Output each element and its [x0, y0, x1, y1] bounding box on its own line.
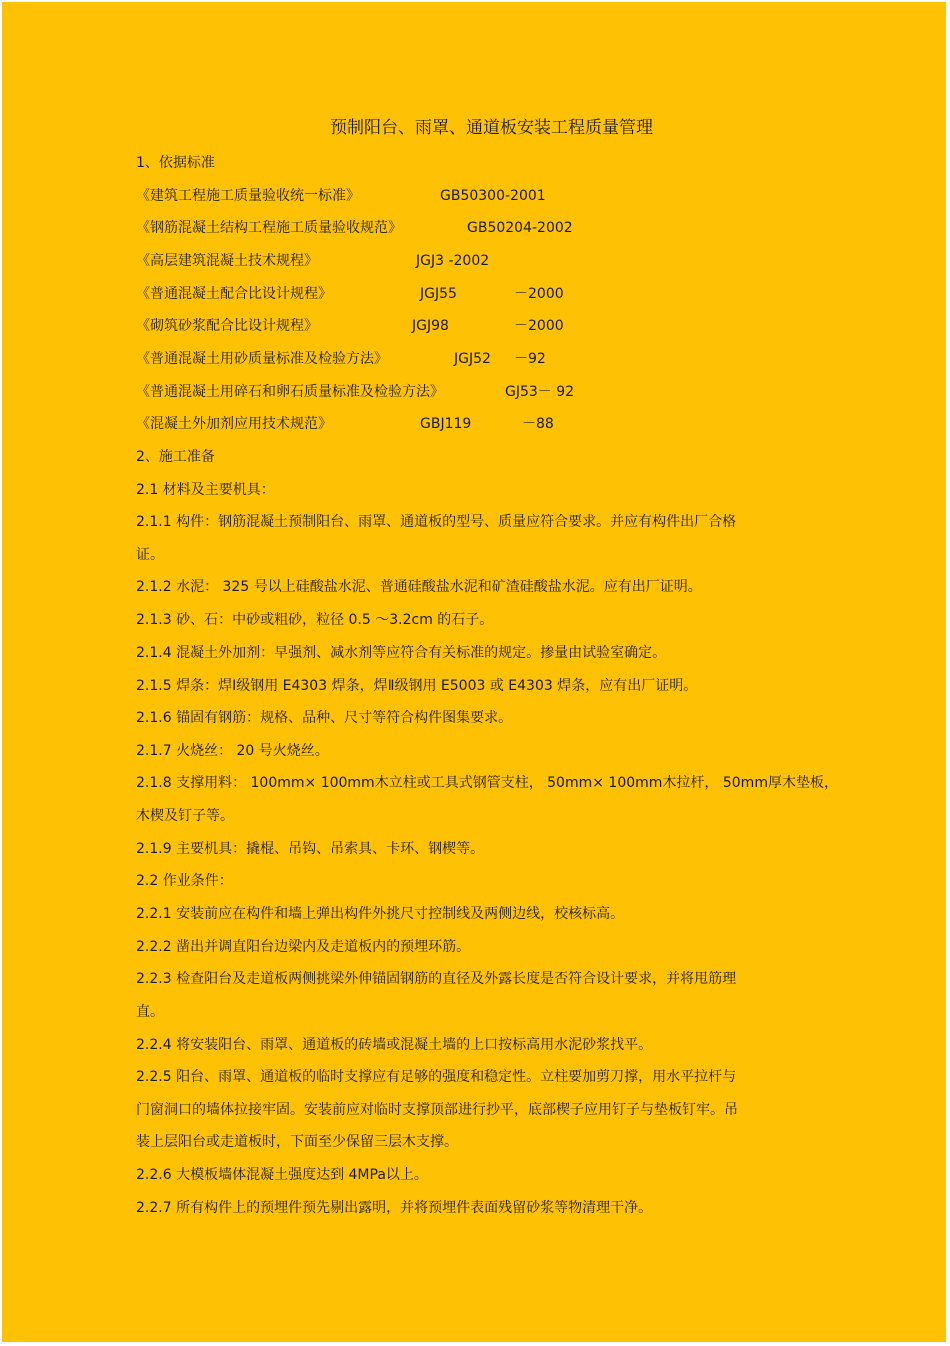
standard-code: GBJ119	[420, 416, 472, 432]
body-line: 直。	[136, 1004, 164, 1020]
standard-year: －2000	[514, 286, 564, 302]
standard-name: 《砌筑砂浆配合比设计规程》	[136, 318, 318, 334]
document-title: 预制阳台、雨罩、通道板安装工程质量管理	[330, 118, 653, 138]
standard-code: GB50204-2002	[467, 220, 573, 236]
standard-name: 《钢筋混凝土结构工程施工质量验收规范》	[136, 220, 402, 236]
section-heading-preparation: 2、施工准备	[136, 449, 215, 465]
standard-code: JGJ3 -2002	[416, 253, 490, 269]
standard-name: 《普通混凝土配合比设计规程》	[136, 286, 332, 302]
body-line: 证。	[136, 547, 164, 563]
body-line: 2.2.5 阳台、雨罩、通道板的临时支撑应有足够的强度和稳定性。立柱要加剪刀撑，用水平拉杆与	[136, 1069, 737, 1085]
body-line: 2.1.2 水泥： 325 号以上硅酸盐水泥、普通硅酸盐水泥和矿渣硅酸盐水泥。应有出厂证明。	[136, 579, 702, 595]
body-line: 2.2.7 所有构件上的预埋件预先剔出露明，并将预埋件表面残留砂浆等物清理干净。	[136, 1200, 653, 1216]
standard-name: 《普通混凝土用砂质量标准及检验方法》	[136, 351, 388, 367]
standard-code: JGJ55	[420, 286, 457, 302]
standard-name: 《高层建筑混凝土技术规程》	[136, 253, 318, 269]
body-line: 装上层阳台或走道板时，下面至少保留三层木支撑。	[136, 1134, 458, 1150]
standard-code: GB50300-2001	[440, 188, 546, 204]
section-heading-standards: 1、依据标准	[136, 155, 215, 171]
body-line: 2.1.4 混凝土外加剂：早强剂、减水剂等应符合有关标准的规定。掺量由试验室确定。	[136, 645, 667, 661]
body-line: 2.2.6 大模板墙体混凝土强度达到 4MPa以上。	[136, 1167, 428, 1183]
standard-code: JGJ52	[454, 351, 491, 367]
standard-year: －2000	[514, 318, 564, 334]
standard-year: －92	[514, 351, 546, 367]
body-line: 2.1.3 砂、石：中砂或粗砂，粒径 0.5 ～3.2cm 的石子。	[136, 612, 494, 628]
body-line: 2.1.6 锚固有钢筋：规格、品种、尺寸等符合构件图集要求。	[136, 710, 513, 726]
body-line: 木楔及钉子等。	[136, 808, 234, 824]
body-line: 2.1.8 支撑用料： 100mm× 100mm木立柱或工具式钢管支柱， 50mm× 100mm木拉杆， 50mm厚木垫板，	[136, 775, 838, 791]
standard-name: 《建筑工程施工质量验收统一标准》	[136, 188, 360, 204]
body-line: 2.1.9 主要机具：撬棍、吊钩、吊索具、卡环、钢楔等。	[136, 841, 485, 857]
body-line: 2.2.2 凿出并调直阳台边梁内及走道板内的预埋环筋。	[136, 939, 471, 955]
standard-name: 《普通混凝土用碎石和卵石质量标准及检验方法》	[136, 384, 444, 400]
body-line: 2.2.1 安装前应在构件和墙上弹出构件外挑尺寸控制线及两侧边线，校核标高。	[136, 906, 625, 922]
document-page	[2, 2, 946, 1342]
standard-year: －88	[522, 416, 554, 432]
body-line: 2.2.3 检查阳台及走道板两侧挑梁外伸锚固钢筋的直径及外露长度是否符合设计要求，并将甩筋理	[136, 971, 737, 987]
body-line: 2.2 作业条件：	[136, 873, 233, 889]
body-line: 2.1.1 构件：钢筋混凝土预制阳台、雨罩、通道板的型号、质量应符合要求。并应有构件出厂合格	[136, 514, 737, 530]
body-line: 2.1.7 火烧丝： 20 号火烧丝。	[136, 743, 329, 759]
standard-code: JGJ98	[412, 318, 449, 334]
body-line: 门窗洞口的墙体拉接牢固。安装前应对临时支撑顶部进行抄平，底部楔子应用钉子与垫板钉牢。吊	[136, 1102, 738, 1118]
standard-name: 《混凝土外加剂应用技术规范》	[136, 416, 332, 432]
body-line: 2.1.5 焊条：焊Ⅰ级钢用 E4303 焊条，焊Ⅱ级钢用 E5003 或 E4303 焊条，应有出厂证明。	[136, 678, 698, 694]
standard-code: GJ53－ 92	[505, 384, 575, 400]
body-line: 2.1 材料及主要机具：	[136, 482, 275, 498]
body-line: 2.2.4 将安装阳台、雨罩、通道板的砖墙或混凝土墙的上口按标高用水泥砂浆找平。	[136, 1037, 653, 1053]
